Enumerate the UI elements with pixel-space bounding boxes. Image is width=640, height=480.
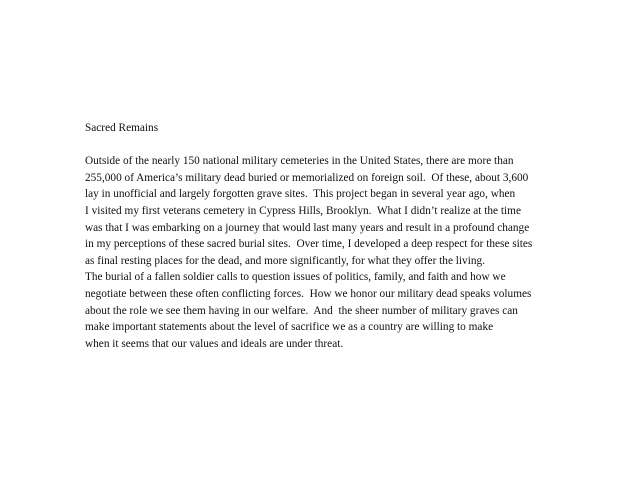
paragraph-line: negotiate between these often conflicting forces. How we honor our military dead speaks volumes [85,287,532,300]
paragraph-line: The burial of a fallen soldier calls to question issues of politics, family, and faith and how we [85,271,506,284]
paragraph-1 [85,153,625,269]
paragraph-line: about the role we see them having in our welfare. And the sheer number of military graves can [85,304,518,317]
paragraph-line: lay in unofficial and largely forgotten grave sites. This project began in several year ago, when [85,188,516,201]
paragraph-line: 255,000 of America’s military dead buried or memorialized on foreign soil. Of these, about 3,600 [85,171,529,184]
paragraph-line: when it seems that our values and ideals are under threat. [85,337,344,350]
paragraph-line: was that I was embarking on a journey that would last many years and result in a profound change [85,221,530,234]
paragraph-line: as final resting places for the dead, and more significantly, for what they offer the living. [85,254,485,267]
paragraph-line: in my perceptions of these sacred burial sites. Over time, I developed a deep respect for these sites [85,238,533,251]
paragraph-line: I visited my first veterans cemetery in Cypress Hills, Brooklyn. What I didn’t realize at the time [85,204,521,217]
blank-line [85,137,625,154]
document-body [85,120,625,352]
paragraph-2 [85,269,625,352]
document-title: Sacred Remains [85,122,159,134]
paragraph-line: make important statements about the level of sacrifice we as a country are willing to make [85,321,494,334]
paragraph-line: Outside of the nearly 150 national military cemeteries in the United States, there are more than [85,155,514,168]
